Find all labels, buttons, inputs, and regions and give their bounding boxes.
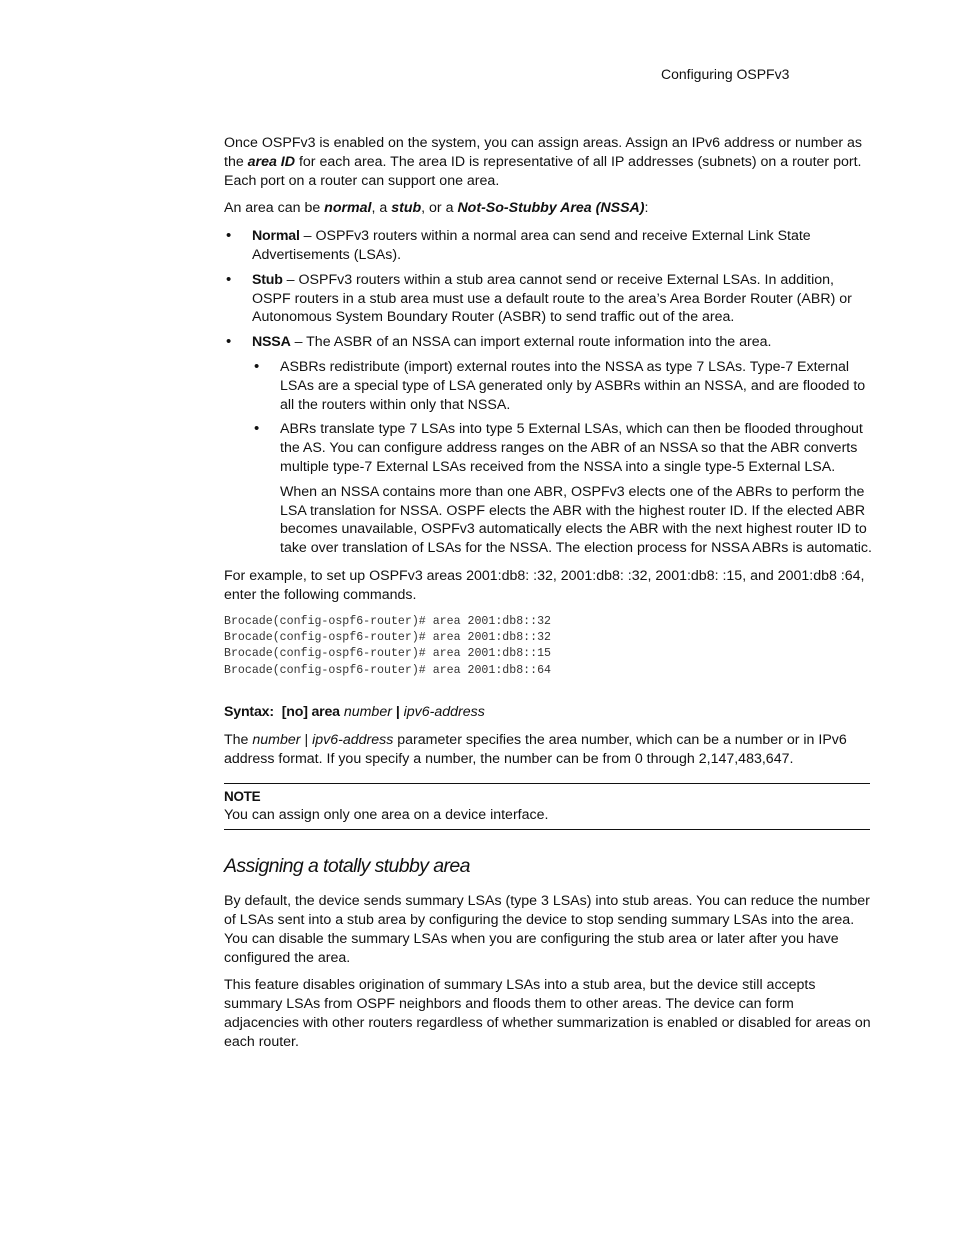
area-types-paragraph — [224, 199, 872, 218]
area-types-text-c: , or a — [421, 200, 458, 217]
intro-paragraph — [224, 134, 872, 190]
syntax-line — [224, 703, 872, 722]
code-line: Brocade(config-ospf6-router)# area 2001:db8::64 — [224, 663, 551, 677]
area-type-list — [224, 227, 872, 477]
term-area-id: area ID — [247, 153, 295, 170]
list-text-normal: – OSPFv3 routers within a normal area can send and receive External Link State Advertisements (LSAs). — [252, 228, 811, 263]
list-item-stub — [224, 271, 872, 327]
nssa-subitem-asbr: • ASBRs redistribute (import) external routes into the NSSA as type 7 LSAs. Type-7 External LSAs are a special type of LSA generated only by ASBRs within an NSSA, and are flooded to all the routers within only that NSSA. — [252, 358, 872, 414]
intro-text-b: for each area. The area ID is representative of all IP addresses (subnets) on a router port. Each port on a router can support one area. — [224, 153, 862, 189]
nssa-subitem-abr: • ABRs translate type 7 LSAs into type 5 External LSAs, which can then be flooded throughout the AS. You can configure address ranges on the ABR of an NSSA so that the ABR converts multiple type-7 External LSAs received from the NSSA into a single type-5 External LSA. — [252, 420, 872, 476]
page-content — [224, 134, 872, 1061]
syntax-arg-ipv6: ipv6-address — [403, 704, 485, 721]
syntax-label: Syntax: — [224, 704, 274, 721]
intro-text-a: Once OSPFv3 is enabled on the system, you can assign areas. Assign an IPv6 address or number as the — [224, 135, 862, 170]
note-text: You can assign only one area on a device interface. — [224, 807, 549, 824]
param-text-a: The — [224, 731, 253, 748]
running-header: Configuring OSPFv3 — [661, 66, 790, 82]
param-text-b: parameter specifies the area number, which can be a number or in IPv6 address format. If you specify a number, the number can be from 0 through 2,147,483,647. — [224, 731, 847, 767]
param-arg-number: number — [252, 731, 301, 748]
area-types-text-b: , a — [371, 200, 392, 217]
term-nssa: Not-So-Stubby Area (NSSA) — [457, 200, 645, 217]
section-paragraph-1: By default, the device sends summary LSAs (type 3 LSAs) into stub areas. You can reduce the number of LSAs sent into a stub area by configuring the device to stop sending summary LSAs into the area. You can disable the summary LSAs when you are configuring the stub area or later after you have configured the area. — [224, 893, 870, 966]
code-line: Brocade(config-ospf6-router)# area 2001:db8::32 — [224, 614, 551, 628]
note-label: NOTE — [224, 788, 261, 804]
term-normal: normal — [324, 200, 372, 217]
code-line: Brocade(config-ospf6-router)# area 2001:db8::32 — [224, 630, 551, 644]
syntax-command: [no] area — [281, 704, 340, 721]
example-intro: For example, to set up OSPFv3 areas 2001:db8: :32, 2001:db8: :32, 2001:db8: :15, and 2001:db8 :64, enter the following commands. — [224, 567, 865, 603]
area-types-text-d: : — [644, 200, 649, 217]
list-item-normal — [224, 227, 872, 265]
section-heading: Assigning a totally stubby area — [224, 855, 470, 878]
list-text-stub: – OSPFv3 routers within a stub area cannot send or receive External LSAs. In addition, OSPF routers in a stub area must use a default route to the area’s Area Border Router (ABR) or Autonomous System Boundary Router (ASBR) to send traffic out of the area. — [252, 271, 852, 326]
nssa-election-paragraph: When an NSSA contains more than one ABR, OSPFv3 elects one of the ABRs to perform the LSA translation for NSSA. OSPF elects the ABR with the highest router ID. If the elected ABR becomes unavailable, OSPFv3 automatically elects the ABR with the next highest router ID to take over translation of LSAs for the NSSA. The election process for NSSA ABRs is automatic. — [280, 483, 872, 557]
nssa-sublist — [252, 358, 872, 477]
list-term-nssa: NSSA — [252, 334, 291, 351]
param-arg-ipv6: ipv6-address — [312, 731, 394, 748]
list-term-stub: Stub — [252, 271, 283, 288]
section-paragraph-2: This feature disables origination of summary LSAs into a stub area, but the device still accepts summary LSAs from OSPF neighbors and floods them to other areas. The device can form adjacencies with other routers regardless of whether summarization is enabled or disabled for areas on each router. — [224, 977, 871, 1050]
note-box — [224, 783, 870, 831]
syntax-arg-number: number — [343, 704, 392, 721]
area-types-text-a: An area can be — [224, 200, 325, 217]
code-block — [224, 614, 872, 680]
list-item-nssa — [224, 333, 872, 477]
term-stub: stub — [391, 200, 422, 217]
code-line: Brocade(config-ospf6-router)# area 2001:db8::15 — [224, 647, 551, 661]
parameter-paragraph — [224, 731, 872, 769]
param-separator: | — [300, 731, 313, 748]
list-term-normal: Normal — [252, 228, 300, 245]
syntax-separator: | — [395, 704, 400, 721]
list-text-nssa: – The ASBR of an NSSA can import external route information into the area. — [290, 334, 772, 351]
